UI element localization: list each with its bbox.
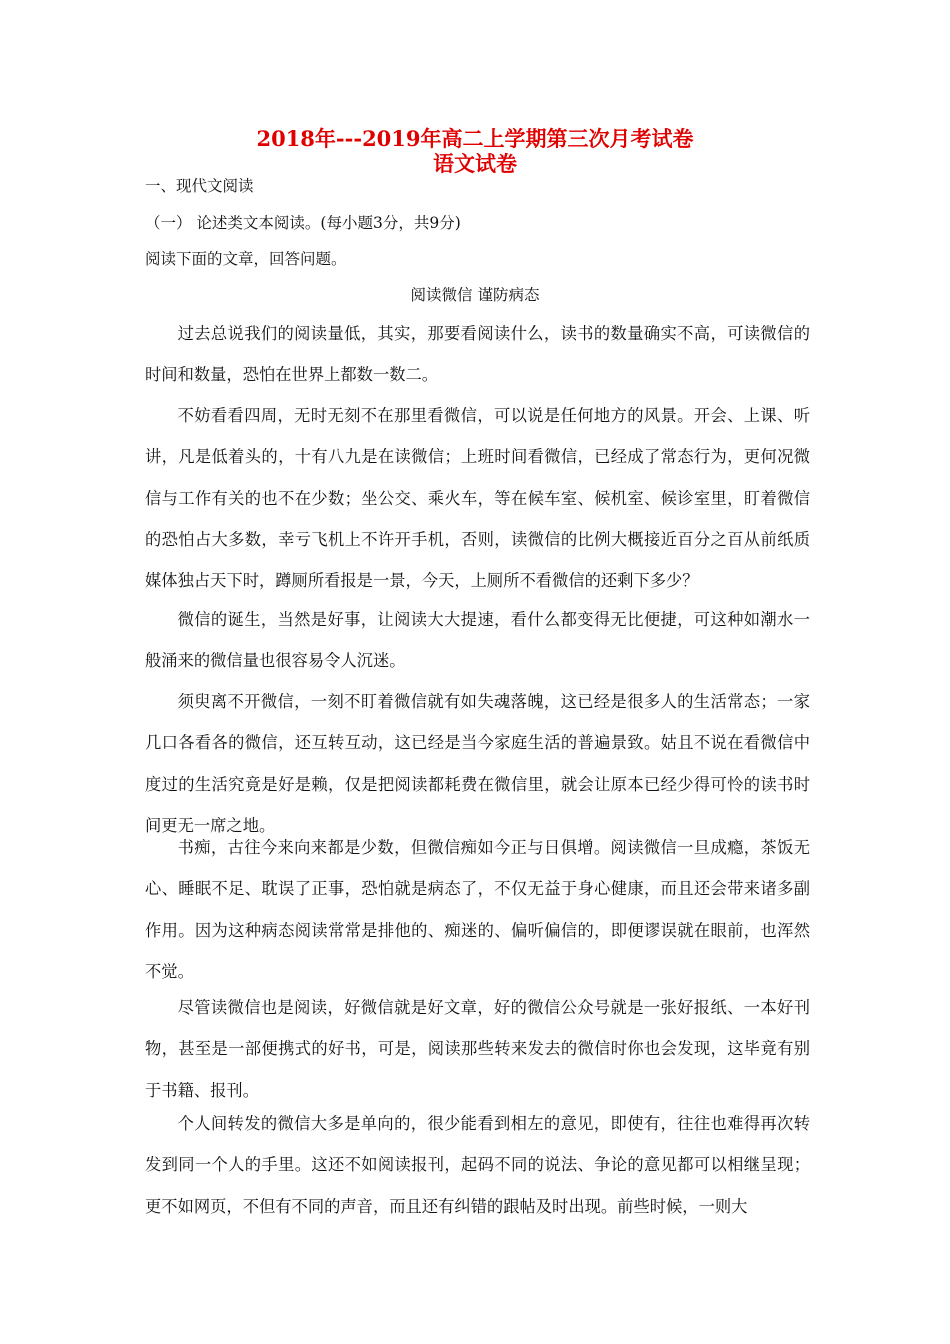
article-paragraph: 尽管读微信也是阅读，好微信就是好文章，好的微信公众号就是一张好报纸、一本好刊物，甚至是一部便携式的好书，可是，阅读那些转来发去的微信时你也会发现，这毕竟有别于书籍、报刊。: [145, 998, 810, 1100]
article-title: 阅读微信 谨防病态: [410, 286, 540, 304]
article-paragraph: 须臾离不开微信，一刻不盯着微信就有如失魂落魄，这已经是很多人的生活常态；一家几口各看各的微信，还互转互动，这已经是当今家庭生活的普遍景致。姑且不说在看微信中度过的生活究竟是好是赖，仅是把阅读都耗费在微信里，就会让原本已经少得可怜的读书时间更无一席之地。: [145, 692, 810, 835]
article-paragraph: 不妨看看四周，无时无刻不在那里看微信，可以说是任何地方的风景。开会、上课、听讲，凡是低着头的，十有八九是在读微信；上班时间看微信，已经成了常态行为，更何况微信与工作有关的也不在少数；坐公交、乘火车，等在候车室、候机室、候诊室里，盯着微信的恐怕占大多数，幸亏飞机上不许开手机，否则，读微信的比例大概接近百分之百从前纸质媒体独占天下时，蹲厕所看报是一景，今天，上厕所不看微信的还剩下多少？: [145, 406, 810, 591]
article-paragraph: 微信的诞生，当然是好事，让阅读大大提速，看什么都变得无比便捷，可这种如潮水一般涌来的微信量也很容易令人沉迷。: [145, 610, 810, 671]
article-paragraph: 过去总说我们的阅读量低，其实，那要看阅读什么，读书的数量确实不高，可读微信的时间和数量，恐怕在世界上都数一数二。: [145, 324, 810, 385]
section-heading: 一、现代文阅读: [145, 177, 254, 195]
subsection-heading: （一） 论述类文本阅读。(每小题3分，共9分): [145, 214, 461, 232]
article-paragraph: 书痴，古往今来向来都是少数，但微信痴如今正与日俱增。阅读微信一旦成瘾，茶饭无心、睡眠不足、耽误了正事，恐怕就是病态了，不仅无益于身心健康，而且还会带来诸多副作用。因为这种病态阅读常常是排他的、痴迷的、偏听偏信的，即便谬误就在眼前，也浑然不觉。: [145, 838, 810, 981]
article-paragraph: 个人间转发的微信大多是单向的，很少能看到相左的意见，即使有，往往也难得再次转发到同一个人的手里。这还不如阅读报刊，起码不同的说法、争论的意见都可以相继呈现；更不如网页，不但有不同的声音，而且还有纠错的跟帖及时出现。前些时候，一则大: [145, 1114, 810, 1216]
exam-title: 2018年---2019年高二上学期第三次月考试卷: [256, 126, 694, 151]
reading-instruction: 阅读下面的文章，回答问题。: [145, 250, 347, 268]
exam-subtitle: 语文试卷: [433, 151, 517, 176]
